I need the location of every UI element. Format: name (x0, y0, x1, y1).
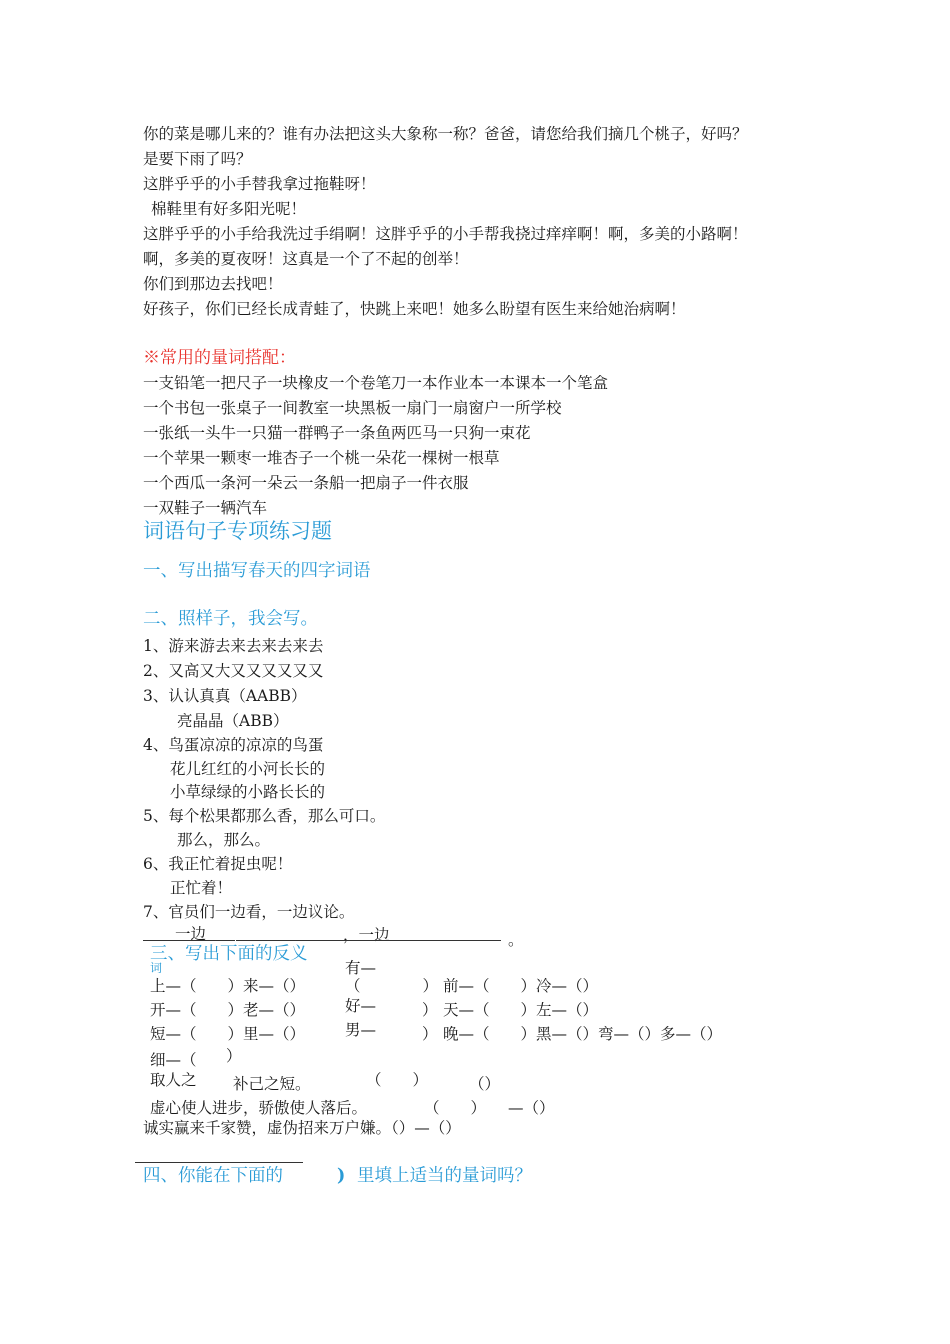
exercise-item: 7、官员们一边看，一边议论。 (143, 903, 355, 921)
proverb-blank: （ ） (424, 1099, 487, 1117)
sentence-line: 啊，多美的夏夜呀！这真是一个了不起的创举！ (143, 250, 469, 268)
measure-words-line: 一双鞋子一辆汽车 (143, 499, 268, 517)
antonym-item: 好— (345, 997, 377, 1015)
antonym-item: ） (422, 1025, 438, 1043)
exercise-item: 5、每个松果都那么香，那么可口。 (143, 807, 386, 825)
antonym-item: ） (422, 1001, 438, 1019)
measure-words-line: 一张纸一头牛一只猫一群鸭子一条鱼两匹马一只狗一束花 (143, 424, 531, 442)
sentence-line: 你的菜是哪儿来的？谁有办法把这头大象称一称？爸爸，请您给我们摘几个桃子，好吗？ (143, 125, 748, 143)
sentence-line: 棉鞋里有好多阳光呢！ (151, 200, 307, 218)
item7-part-b: ，一边 (343, 926, 390, 944)
antonym-row: 上—（ ）来—（） (150, 977, 306, 995)
exercise-item: 3、认认真真（AABB） (143, 687, 307, 705)
proverb-line: 补己之短。 (233, 1075, 311, 1093)
sentence-line: 这胖乎乎的小手给我洗过手绢啊！这胖乎乎的小手帮我挠过痒痒啊！啊，多美的小路啊！ (143, 225, 748, 243)
blank-line (135, 1162, 303, 1163)
antonym-row: 细—（ (150, 1051, 197, 1069)
section-heading: 二、照样子，我会写。 (143, 609, 318, 629)
section-heading-paren: ) (337, 1166, 346, 1186)
sentence-line: 好孩子，你们已经长成青蛙了，快跳上来吧！她多么盼望有医生来给她治病啊！ (143, 300, 686, 318)
antonym-item: 男— (345, 1021, 377, 1039)
measure-words-line: 一个苹果一颗枣一堆杏子一个桃一朵花一棵树一根草 (143, 449, 500, 467)
section-heading: 三、写出下面的反义 (150, 944, 308, 964)
exercise-item: 亮晶晶（ABB） (177, 712, 289, 730)
exercise-item: 2、又高又大又又又又又又 (143, 662, 324, 680)
item7-end: 。 (508, 931, 524, 949)
measure-words-line: 一个西瓜一条河一朵云一条船一把扇子一件衣服 (143, 474, 469, 492)
sentence-line: 你们到那边去找吧！ (143, 275, 283, 293)
proverb-line: 取人之 (150, 1071, 197, 1089)
exercise-item: 正忙着！ (170, 879, 233, 897)
exercise-item: 1、游来游去来去来去来去 (143, 637, 324, 655)
exercise-item: 那么，那么。 (177, 831, 271, 849)
proverb-line: 诚实赢来千家赞，虚伪招来万户嫌。（）—（） (143, 1119, 461, 1137)
exercise-item: 4、鸟蛋凉凉的凉凉的鸟蛋 (143, 736, 324, 754)
proverb-blank: （） (469, 1075, 501, 1093)
section-heading: 四、你能在下面的 (143, 1166, 283, 1186)
proverb-blank: （ ） (366, 1071, 429, 1089)
exercise-item: 6、我正忙着捉虫呢！ (143, 855, 293, 873)
exercise-item: 小草绿绿的小路长长的 (170, 783, 326, 801)
exercise-title: 词语句子专项练习题 (143, 519, 332, 543)
proverb-line: 虚心使人进步，骄傲使人落后。 (150, 1099, 368, 1117)
section-heading: 一、写出描写春天的四字词语 (143, 561, 371, 581)
antonym-row: 晚—（ ）黑—（）弯—（）多—（） (443, 1025, 723, 1043)
antonym-row: 天—（ ）左—（） (443, 1001, 599, 1019)
measure-words-line: 一个书包一张桌子一间教室一块黑板一扇门一扇窗户一所学校 (143, 399, 562, 417)
item7-part-a: 一边 (175, 925, 207, 943)
section-heading-tail: 词 (150, 961, 163, 975)
measure-words-title: ※常用的量词搭配： (143, 348, 296, 368)
antonym-row: 短—（ ）里—（） (150, 1025, 306, 1043)
antonym-item: 有— (345, 959, 377, 977)
antonym-row: 开—（ ）老—（） (150, 1001, 306, 1019)
antonym-item: ） (226, 1047, 242, 1065)
antonym-row: 前—（ ）冷—（） (443, 977, 599, 995)
exercise-item: 花儿红红的小河长长的 (170, 760, 326, 778)
section-heading: 里填上适当的量词吗？ (357, 1166, 532, 1186)
proverb-blank: —（） (508, 1099, 555, 1117)
sentence-line: 这胖乎乎的小手替我拿过拖鞋呀！ (143, 175, 376, 193)
blank-line (236, 940, 501, 941)
measure-words-line: 一支铅笔一把尺子一块橡皮一个卷笔刀一本作业本一本课本一个笔盒 (143, 374, 609, 392)
sentence-line: 是要下雨了吗？ (143, 150, 252, 168)
antonym-item: （ ） (345, 977, 439, 995)
blank-line (143, 940, 235, 941)
